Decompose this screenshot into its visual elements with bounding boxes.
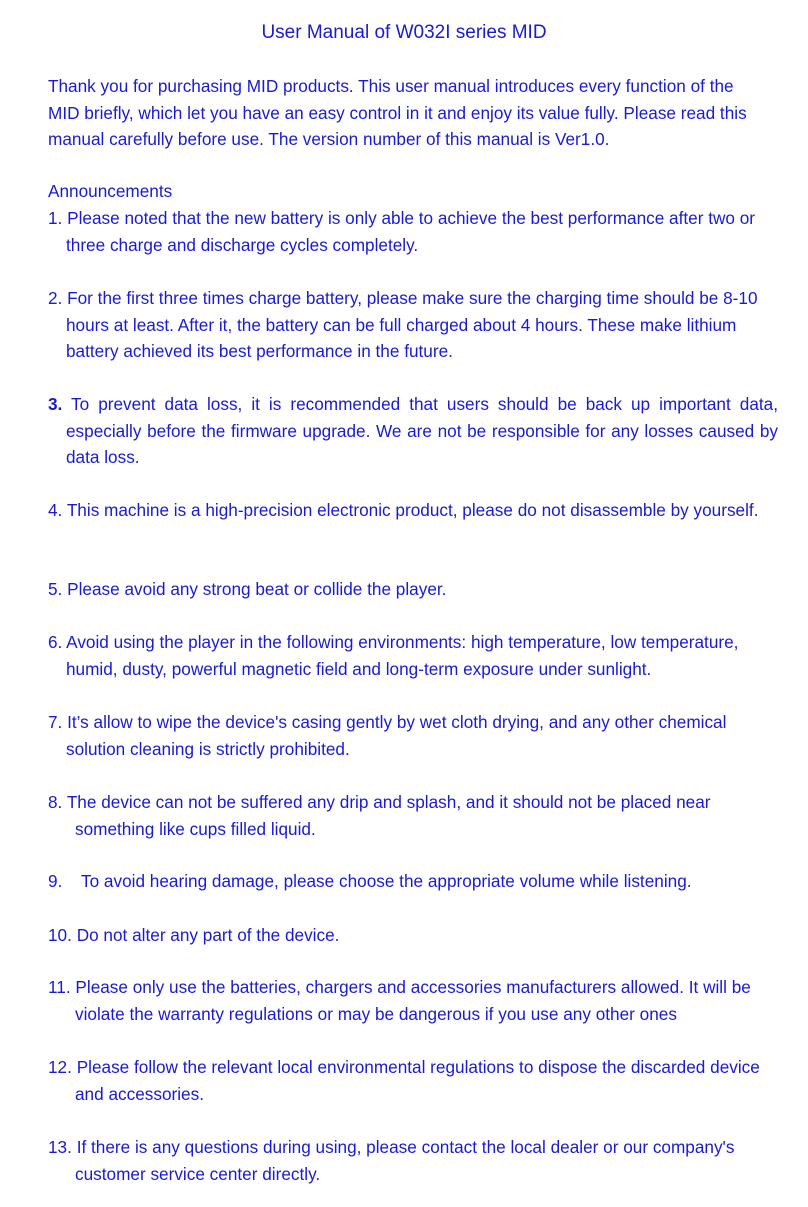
item-text: Please avoid any strong beat or collide the player.	[67, 579, 447, 599]
item-number: 2.	[48, 288, 63, 308]
list-item	[48, 205, 778, 258]
list-item	[48, 974, 787, 1027]
item-text: Please only use the batteries, chargers and accessories manufacturers allowed. It will be violate the warranty regulations or may be dangerous if you use any other ones	[75, 977, 751, 1024]
item-text: To avoid hearing damage, please choose the appropriate volume while listening.	[81, 871, 692, 891]
item-text: It’s allow to wipe the device's casing gently by wet cloth drying, and any other chemical solution cleaning is strictly prohibited.	[66, 712, 727, 759]
list-item	[48, 1054, 787, 1107]
item-number: 3.	[48, 394, 63, 414]
item-text: For the first three times charge battery, please make sure the charging time should be 8-10 hours at least. After it, the battery can be full charged about 4 hours. These make lithium battery achieved its best performance in the future.	[66, 288, 758, 361]
item-text: To prevent data loss, it is recommended that users should be back up important data, especially before the firmware upgrade. We are not be responsible for any losses caused by data loss.	[66, 394, 778, 467]
announcements-heading: Announcements	[48, 181, 173, 201]
item-number: 4.	[48, 500, 63, 520]
list-item	[48, 868, 760, 895]
intro-paragraph: Thank you for purchasing MID products. This user manual introduces every function of the MID briefly, which let you have an easy control in it and enjoy its value fully. Please read this manual carefully before use. The version number of this manual is Ver1.0.	[48, 76, 747, 149]
list-item	[48, 576, 778, 603]
item-text: Please noted that the new battery is only able to achieve the best performance after two or three charge and discharge cycles completely.	[66, 208, 756, 255]
list-item	[48, 391, 778, 471]
item-text: Do not alter any part of the device.	[76, 925, 340, 945]
item-text: The device can not be suffered any drip and splash, and it should not be placed near something like cups filled liquid.	[66, 792, 711, 839]
item-text: Please follow the relevant local environmental regulations to dispose the discarded device and accessories.	[75, 1057, 760, 1104]
item-text: If there is any questions during using, please contact the local dealer or our company's customer service center directly.	[75, 1137, 735, 1184]
item-text: This machine is a high-precision electronic product, please do not disassemble by yourself.	[66, 500, 759, 520]
list-item	[48, 285, 778, 365]
item-number: 12.	[48, 1057, 72, 1077]
list-item	[48, 922, 760, 949]
item-text: Avoid using the player in the following environments: high temperature, low temperature, humid, dusty, powerful magnetic field and long-term exposure under sunlight.	[66, 632, 739, 679]
list-item	[48, 1134, 787, 1187]
list-item	[48, 629, 784, 682]
list-item	[48, 789, 787, 842]
item-number: 6.	[48, 632, 63, 652]
list-item	[48, 709, 778, 762]
page-title: User Manual of W032I series MID	[261, 22, 547, 43]
item-number: 9.	[48, 871, 63, 891]
item-number: 7.	[48, 712, 63, 732]
item-number: 8.	[48, 792, 63, 812]
item-number: 11.	[48, 977, 71, 997]
item-number: 5.	[48, 579, 63, 599]
list-item	[48, 497, 787, 524]
item-number: 13.	[48, 1137, 72, 1157]
item-number: 10.	[48, 925, 72, 945]
item-number: 1.	[48, 208, 63, 228]
